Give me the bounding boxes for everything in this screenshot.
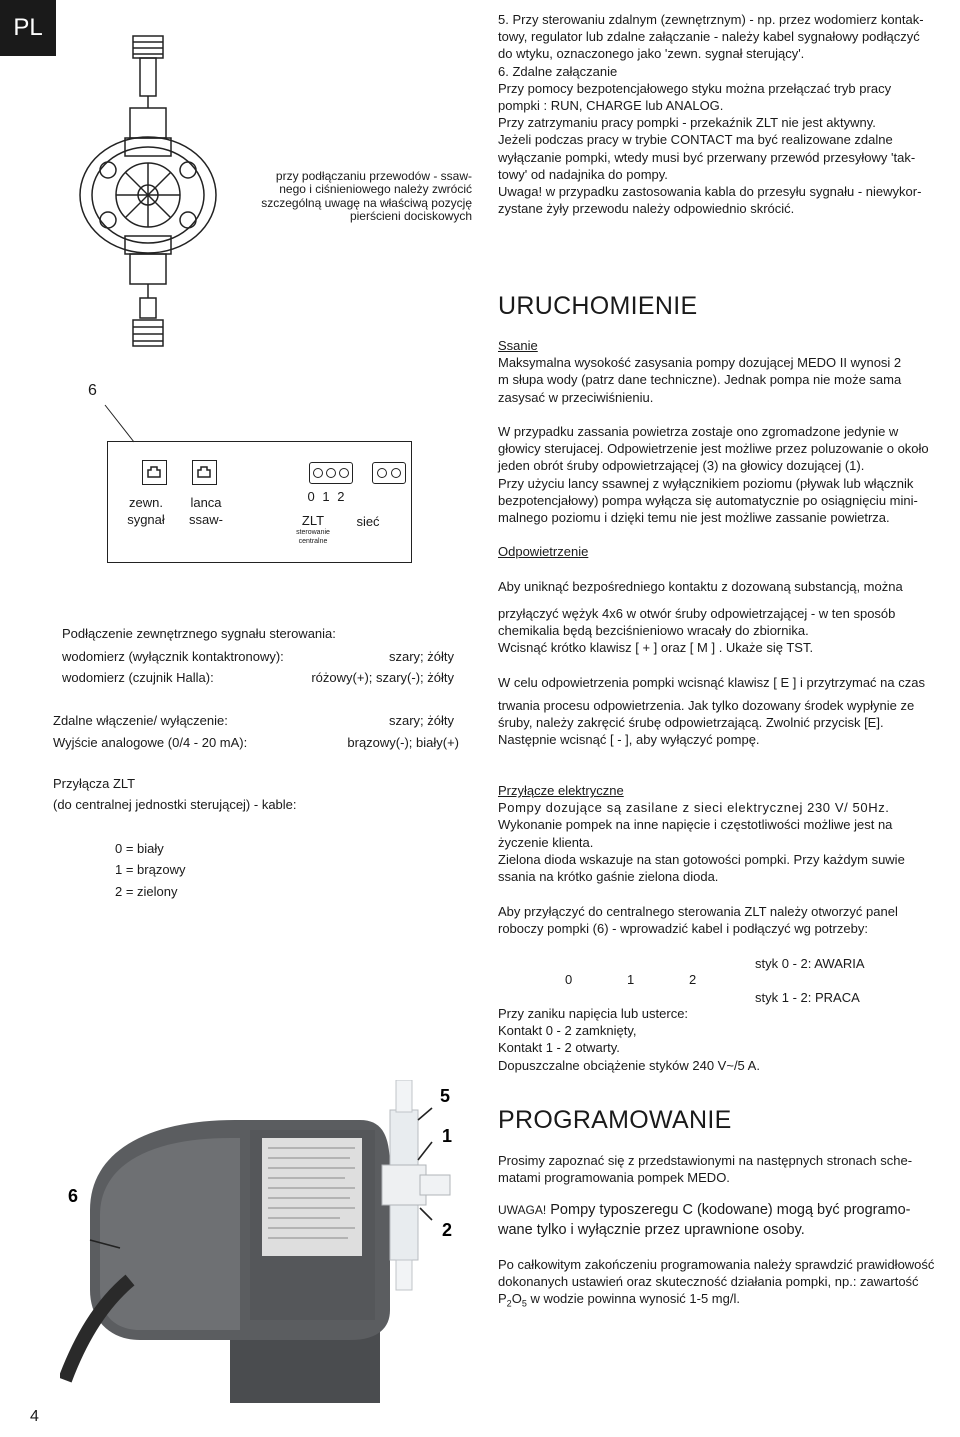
text-line: Uwaga! w przypadku zastosowania kabla do przesyłu sygnału - niewykor- — [498, 184, 922, 200]
air-section — [498, 423, 953, 526]
caption-line: przy podłączaniu przewodów - ssaw- — [275, 169, 472, 183]
contact-number-2: 2 — [689, 972, 697, 987]
text-line: ssania na krótko gaśnie zielona dioda. — [498, 869, 719, 885]
programming-intro — [498, 1152, 953, 1186]
text-line: zystane żyły przewodu należy odpowiednio skrócić. — [498, 201, 795, 217]
text-line: zasysać w przeciwiśnieniu. — [498, 389, 654, 405]
text-line: Wykonanie pompek na inne napięcie i częstotliwości możliwe jest na — [498, 817, 893, 833]
text-line: Przy pomocy bezpotencjałowego styku można przełączać tryb pracy — [498, 80, 892, 96]
text-line: pompki : RUN, CHARGE lub ANALOG. — [498, 98, 724, 114]
photo-label-2: 2 — [442, 1220, 453, 1240]
suction-heading: Ssanie — [498, 338, 538, 353]
control-panel-diagram — [107, 441, 412, 563]
text-line: 5. Przy sterowaniu zdalnym (zewnętrznym) - np. przez wodomierz kontak- — [498, 12, 924, 27]
text-line: Wcisnąć krótko klawisz [ + ] oraz [ M ] . Ukaże się TST. — [498, 640, 814, 656]
pump-photo — [60, 1080, 480, 1405]
text-line: malnego poziomu i dzięki temu nie jest możliwe zassanie powietrza. — [498, 510, 890, 526]
bottom-connector — [133, 320, 163, 346]
text-line: Pompy typoszeregu C (kodowane) mogą być programo- — [550, 1202, 911, 1218]
text-line: Przy zaniku napięcia lub usterce: — [498, 1006, 689, 1021]
venting-line: Aby uniknąć bezpośredniego kontaktu z dozowaną substancją, można — [498, 579, 903, 594]
page-number: 4 — [30, 1408, 39, 1425]
text-line: chemikalia będą bezciśnieniowo wracały do zbiornika. — [498, 623, 809, 639]
language-tab: PL — [0, 0, 56, 56]
suction-lance-label: lanca ssaw- — [189, 495, 223, 527]
text-line: do wtyku, oznaczonego jako 'zewn. sygnał sterujący'. — [498, 46, 805, 62]
programming-check — [498, 1256, 958, 1313]
text-line: jeden obrót śruby odpowietrzającej (3) na głowicy dozującej (1). — [498, 458, 865, 474]
socket-icon — [142, 460, 167, 485]
text-line: wyłączanie pompki, wtedy musi być przerwany przewód przesyłowy 'tak- — [498, 149, 916, 165]
drawing-caption — [236, 170, 472, 224]
remote-control-text — [498, 11, 953, 217]
signal-row: Wyjście analogowe (0/4 - 20 mA): brązowy(-); biały(+) — [53, 735, 459, 750]
text-line: roboczy pompki (6) - wprowadzić kabel i podłączyć wg potrzeby: — [498, 921, 868, 937]
text-line: wane tylko i wyłącznie przez uprawnione osoby. — [498, 1222, 805, 1238]
warning-label: UWAGA! — [498, 1203, 547, 1217]
zlt-title: Przyłącza ZLT — [53, 776, 136, 791]
photo-label-5: 5 — [440, 1086, 451, 1106]
zlt-subtitle: (do centralnej jednostki sterującej) - kable: — [53, 797, 297, 812]
contact-number-0: 0 — [565, 972, 573, 987]
section-title-startup: URUCHOMIENIE — [498, 292, 698, 320]
zlt-connector-icon — [309, 462, 353, 484]
text-line: Pompy dozujące są zasilane z sieci elektrycznej 230 V/ 50Hz. — [498, 800, 890, 816]
fault-text — [498, 1005, 953, 1074]
programming-warning — [498, 1200, 958, 1240]
text-line: dokonanych ustawień oraz skuteczność działania pompki, np.: zawartość — [498, 1274, 919, 1290]
text-line: trwania procesu odpowietrzenia. Jak tylko dozowany środek wypłynie ze — [498, 698, 915, 713]
text-line: towy, regulator lub zdalne załączanie - należy kabel sygnałowy podłączyć — [498, 29, 920, 45]
pump-head-drawing — [70, 30, 230, 360]
formula-line: $P_2O_5$ w wodzie powinna wynosić 1-5 mg/l. — [498, 1291, 740, 1309]
zlt-connect-text — [498, 903, 953, 937]
venting-text-2 — [498, 697, 953, 749]
text-line: Maksymalna wysokość zasysania pompy dozującej MEDO II wynosi 2 — [498, 355, 902, 371]
text-line: życzenie klienta. — [498, 834, 594, 850]
zlt-sublabel: sterowanie centralne — [296, 529, 330, 545]
caption-line: pierścieni dociskowych — [349, 209, 472, 224]
zlt-wire-0: 0 = biały — [115, 841, 164, 856]
venting-e-line: W celu odpowietrzenia pompki wcisnąć klawisz [ E ] i przytrzymać na czas — [498, 675, 925, 690]
mains-label: sieć — [356, 514, 380, 529]
contact-number-1: 1 — [627, 972, 635, 987]
venting-heading: Odpowietrzenie — [498, 544, 589, 559]
socket-icon — [192, 460, 217, 485]
venting-text — [498, 605, 953, 657]
text-line: Zielona dioda wskazuje na stan gotowości pompki. Przy każdym suwie — [498, 851, 905, 867]
text-line: Aby przyłączyć do centralnego sterowania ZLT należy otworzyć panel — [498, 904, 898, 919]
text-line: Jeżeli podczas pracy w trybie CONTACT ma być realizowane zdalne — [498, 132, 893, 148]
text-line: Po całkowitym zakończeniu programowania należy sprawdzić prawidłowość — [498, 1257, 935, 1272]
photo-label-1: 1 — [442, 1126, 453, 1146]
text-line: W przypadku zassania powietrza zostaje ono zgromadzone jedynie w — [498, 424, 899, 439]
zlt-wire-1: 1 = brązowy — [115, 862, 186, 877]
text-line: Kontakt 0 - 2 zamknięty, — [498, 1023, 637, 1039]
text-line: matami programowania pompek MEDO. — [498, 1170, 730, 1186]
mains-connector-icon — [372, 462, 406, 484]
suction-section — [498, 337, 953, 406]
text-line: 6. Zdalne załączanie — [498, 63, 618, 79]
text-line: przyłączyć wężyk 4x6 w otwór śruby odpowietrzającej - w ten sposób — [498, 606, 896, 621]
caption-line: szczególną uwagę na właściwą pozycję — [261, 195, 472, 210]
signal-row: wodomierz (czujnik Halla): różowy(+); szary(-); żółty — [62, 670, 454, 685]
text-line: Następnie wcisnąć [ - ], aby wyłączyć pompę. — [498, 732, 760, 748]
text-line: Prosimy zapoznać się z przedstawionymi na następnych stronach sche- — [498, 1153, 913, 1168]
callout-number: 6 — [88, 382, 97, 399]
contact-run: styk 1 - 2: PRACA — [755, 990, 860, 1005]
electrical-heading: Przyłącze elektryczne — [498, 783, 624, 798]
signal-row: Zdalne włączenie/ wyłączenie: szary; żółty — [53, 713, 454, 728]
caption-line: nego i ciśnieniowego należy zwrócić — [279, 182, 472, 197]
zlt-numbers: 0 1 2 — [307, 489, 347, 504]
contact-alarm: styk 0 - 2: AWARIA — [755, 956, 865, 971]
signal-title: Podłączenie zewnętrznego sygnału sterowania: — [62, 626, 336, 641]
text-line: śruby, należy zakręcić śrubę odpowietrzającą. Zwolnić przycisk [E]. — [498, 715, 884, 731]
ext-signal-label: zewn. sygnał — [127, 495, 165, 527]
text-line: głowicy sterujacej. Odpowietrzenie jest możliwe przez poluzowanie o około — [498, 441, 929, 457]
text-line: bezpotencjałowy) pompa wyłącza się automatycznie po osiągnięciu mini- — [498, 492, 918, 508]
photo-label-6: 6 — [68, 1186, 79, 1206]
zlt-wire-2: 2 = zielony — [115, 884, 178, 899]
text-line: Dopuszczalne obciążenie styków 240 V~/5 A. — [498, 1057, 760, 1073]
text-line: Przy zatrzymaniu pracy pompki - przekaźnik ZLT nie jest aktywny. — [498, 115, 876, 131]
text-line: towy' od nadajnika do pompy. — [498, 166, 668, 182]
text-line: m słupa wody (patrz dane techniczne). Jednak pompa nie może sama — [498, 372, 902, 388]
signal-row: wodomierz (wyłącznik kontaktronowy): szary; żółty — [62, 649, 454, 664]
text-line: Przy użyciu lancy ssawnej z wyłącznikiem poziomu (pływak lub włącznik — [498, 475, 914, 491]
zlt-label: ZLT — [301, 513, 325, 528]
electrical-section — [498, 782, 953, 885]
section-title-programming: PROGRAMOWANIE — [498, 1106, 732, 1134]
text-line: Kontakt 1 - 2 otwarty. — [498, 1040, 620, 1056]
